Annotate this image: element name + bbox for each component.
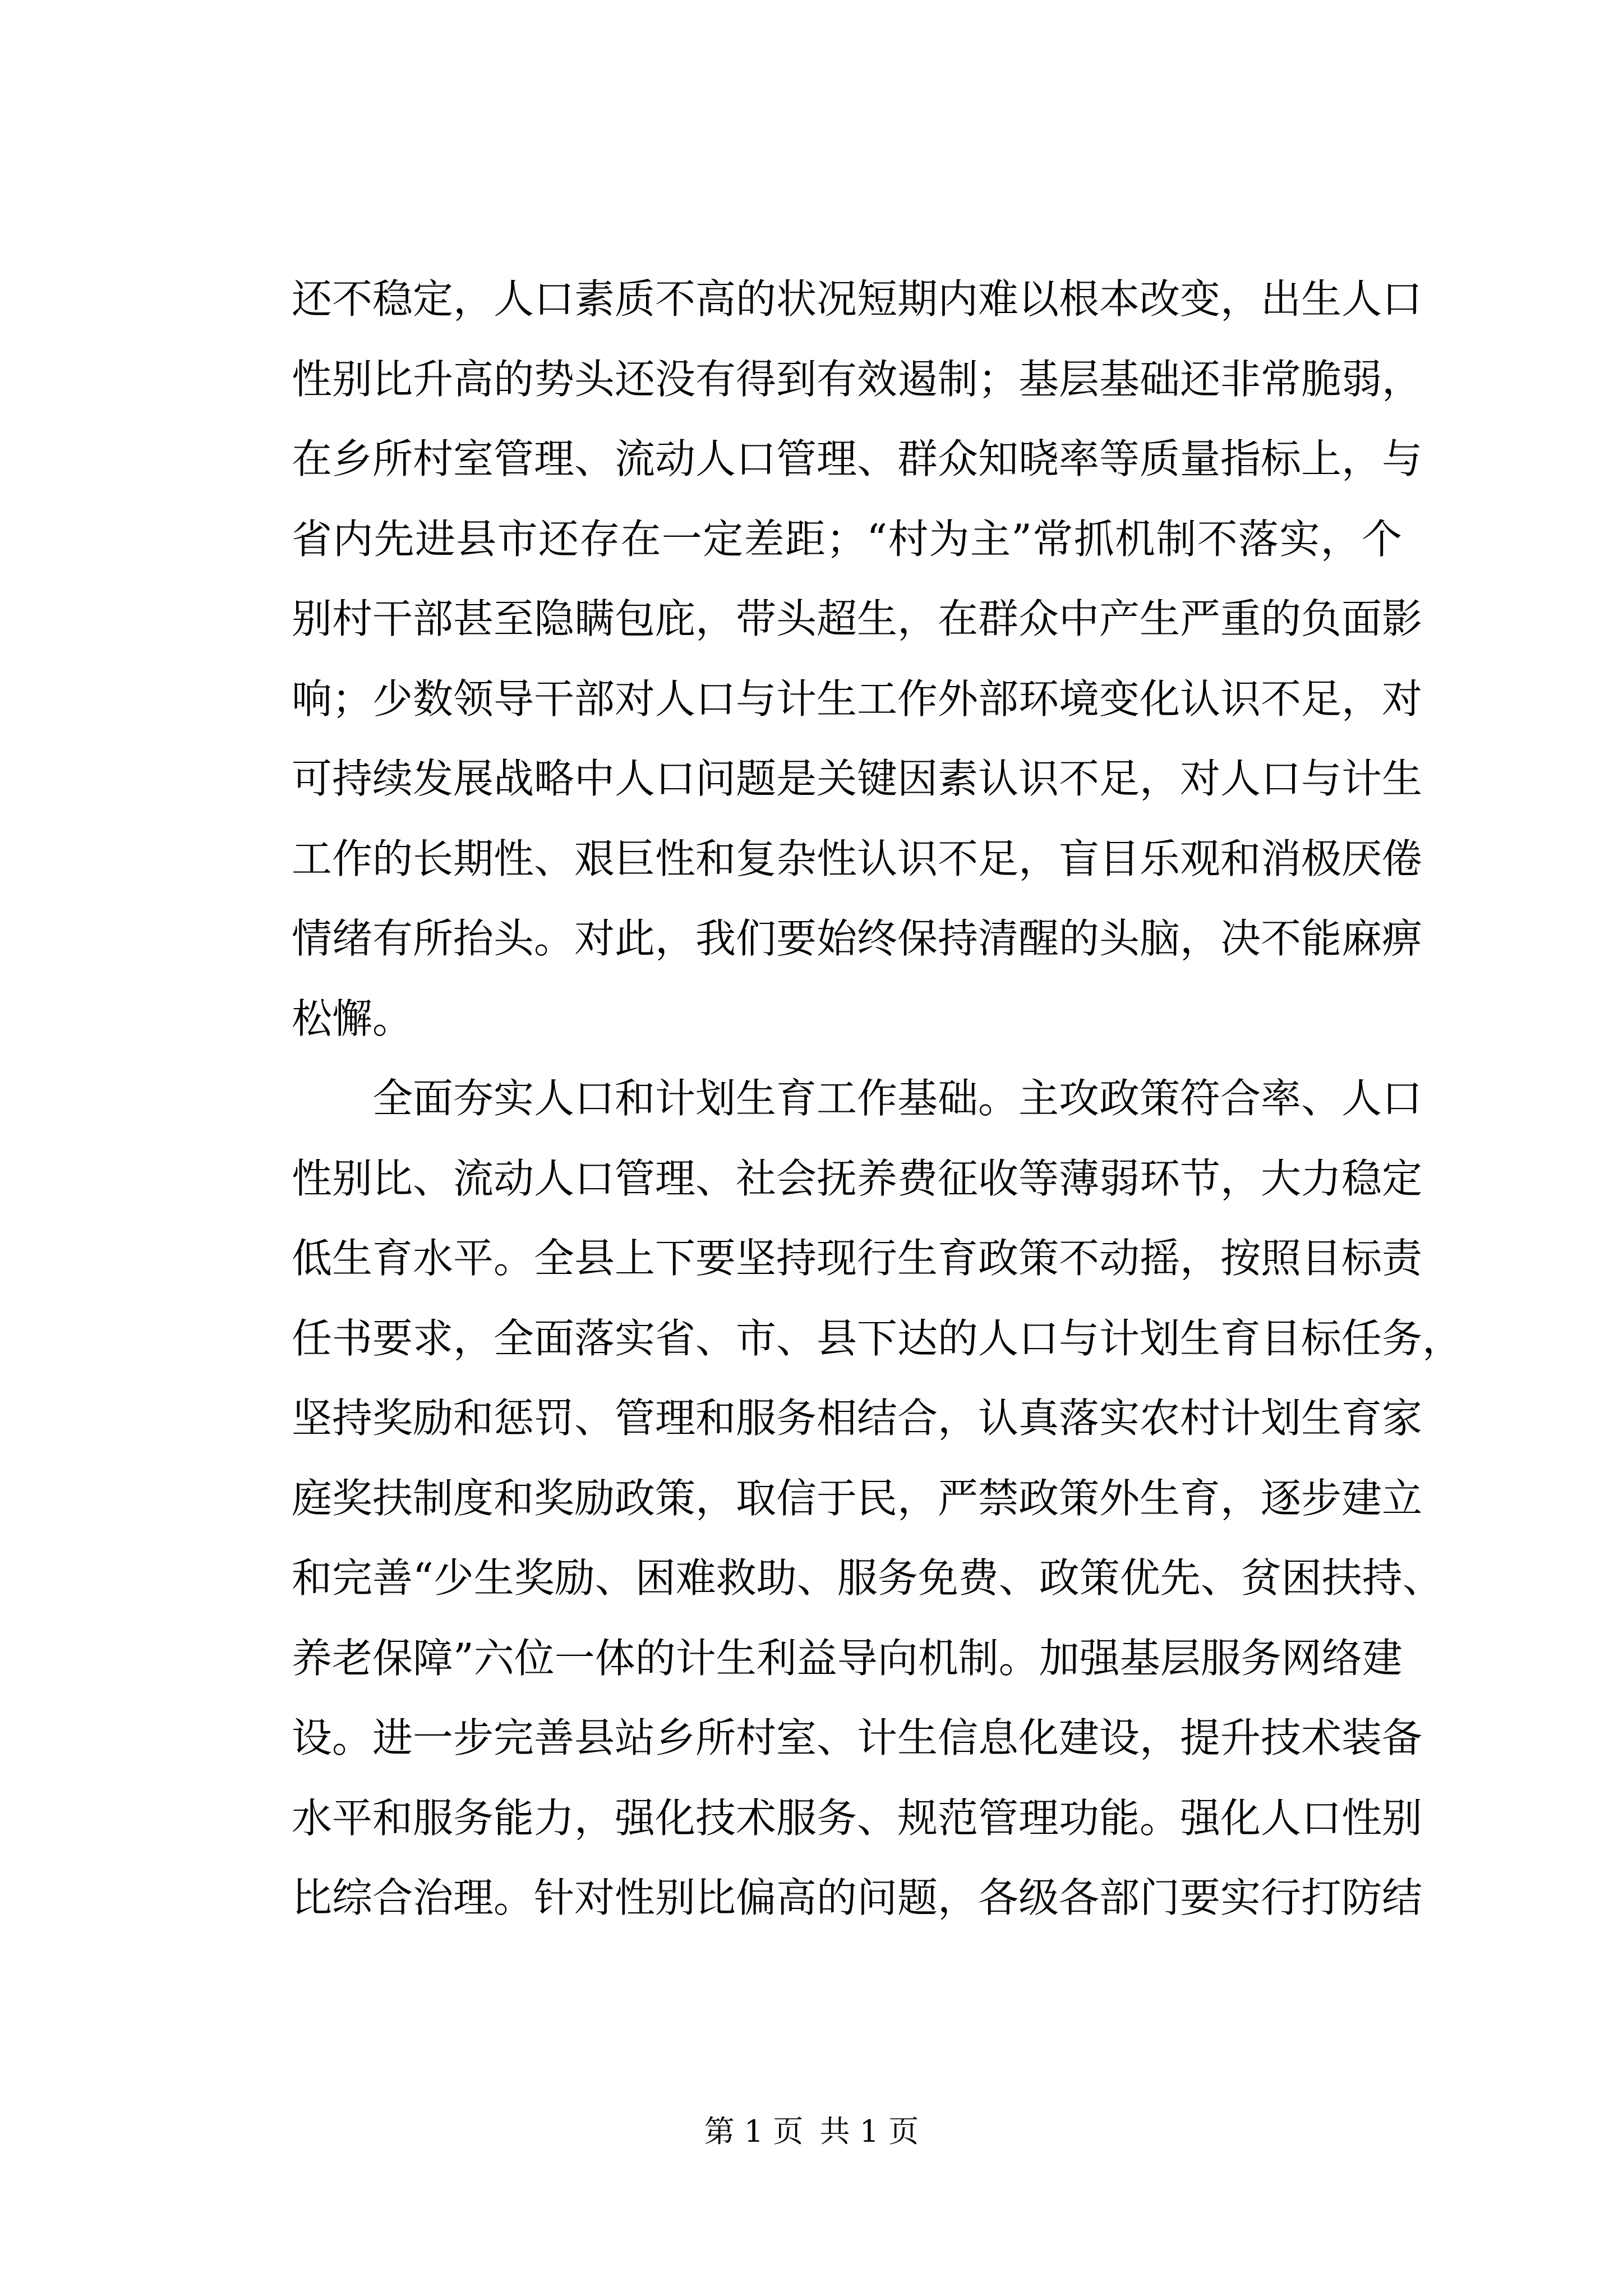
- text-line: 庭奖扶制度和奖励政策，取信于民，严禁政策外生育，逐步建立: [292, 1474, 1423, 1522]
- text-line: 和完善“少生奖励、困难救助、服务免费、政策优先、贫困扶持、: [292, 1554, 1443, 1602]
- text-line: 响；少数领导干部对人口与计生工作外部环境变化认识不足，对: [292, 675, 1423, 723]
- text-line: 还不稳定，人口素质不高的状况短期内难以根本改变，出生人口: [292, 275, 1423, 323]
- text-line: 在乡所村室管理、流动人口管理、群众知晓率等质量指标上，与: [292, 435, 1423, 482]
- text-line: 坚持奖励和惩罚、管理和服务相结合，认真落实农村计划生育家: [292, 1395, 1423, 1442]
- text-line: 可持续发展战略中人口问题是关键因素认识不足，对人口与计生: [292, 755, 1423, 802]
- text-line: 别村干部甚至隐瞒包庇，带头超生，在群众中产生严重的负面影: [292, 595, 1423, 642]
- text-line: 水平和服务能力，强化技术服务、规范管理功能。强化人口性别: [292, 1794, 1423, 1842]
- text-line: 比综合治理。针对性别比偏高的问题，各级各部门要实行打防结: [292, 1874, 1423, 1921]
- text-line: 任书要求，全面落实省、市、县下达的人口与计划生育目标任务，: [292, 1314, 1463, 1362]
- text-line-paragraph-start: 全面夯实人口和计划生育工作基础。主攻政策符合率、人口: [372, 1075, 1423, 1122]
- text-line: 设。进一步完善县站乡所村室、计生信息化建设，提升技术装备: [292, 1714, 1423, 1761]
- page-number: 第 1 页: [704, 2114, 804, 2149]
- text-line: 省内先进县市还存在一定差距；“村为主”常抓机制不落实，个: [292, 515, 1402, 563]
- page-footer: [0, 2109, 1623, 2154]
- page-total: 共 1 页: [819, 2114, 919, 2149]
- text-line: 松懈。: [292, 995, 413, 1042]
- text-line: 性别比升高的势头还没有得到有效遏制；基层基础还非常脆弱，: [292, 355, 1423, 403]
- text-line: 低生育水平。全县上下要坚持现行生育政策不动摇，按照目标责: [292, 1235, 1423, 1282]
- document-body: [292, 259, 1463, 1938]
- text-line: 养老保障”六位一体的计生利益导向机制。加强基层服务网络建: [292, 1634, 1403, 1682]
- text-line: 情绪有所抬头。对此，我们要始终保持清醒的头脑，决不能麻痹: [292, 915, 1423, 962]
- text-line: 性别比、流动人口管理、社会抚养费征收等薄弱环节，大力稳定: [292, 1154, 1423, 1202]
- text-line: 工作的长期性、艰巨性和复杂性认识不足，盲目乐观和消极厌倦: [292, 835, 1423, 882]
